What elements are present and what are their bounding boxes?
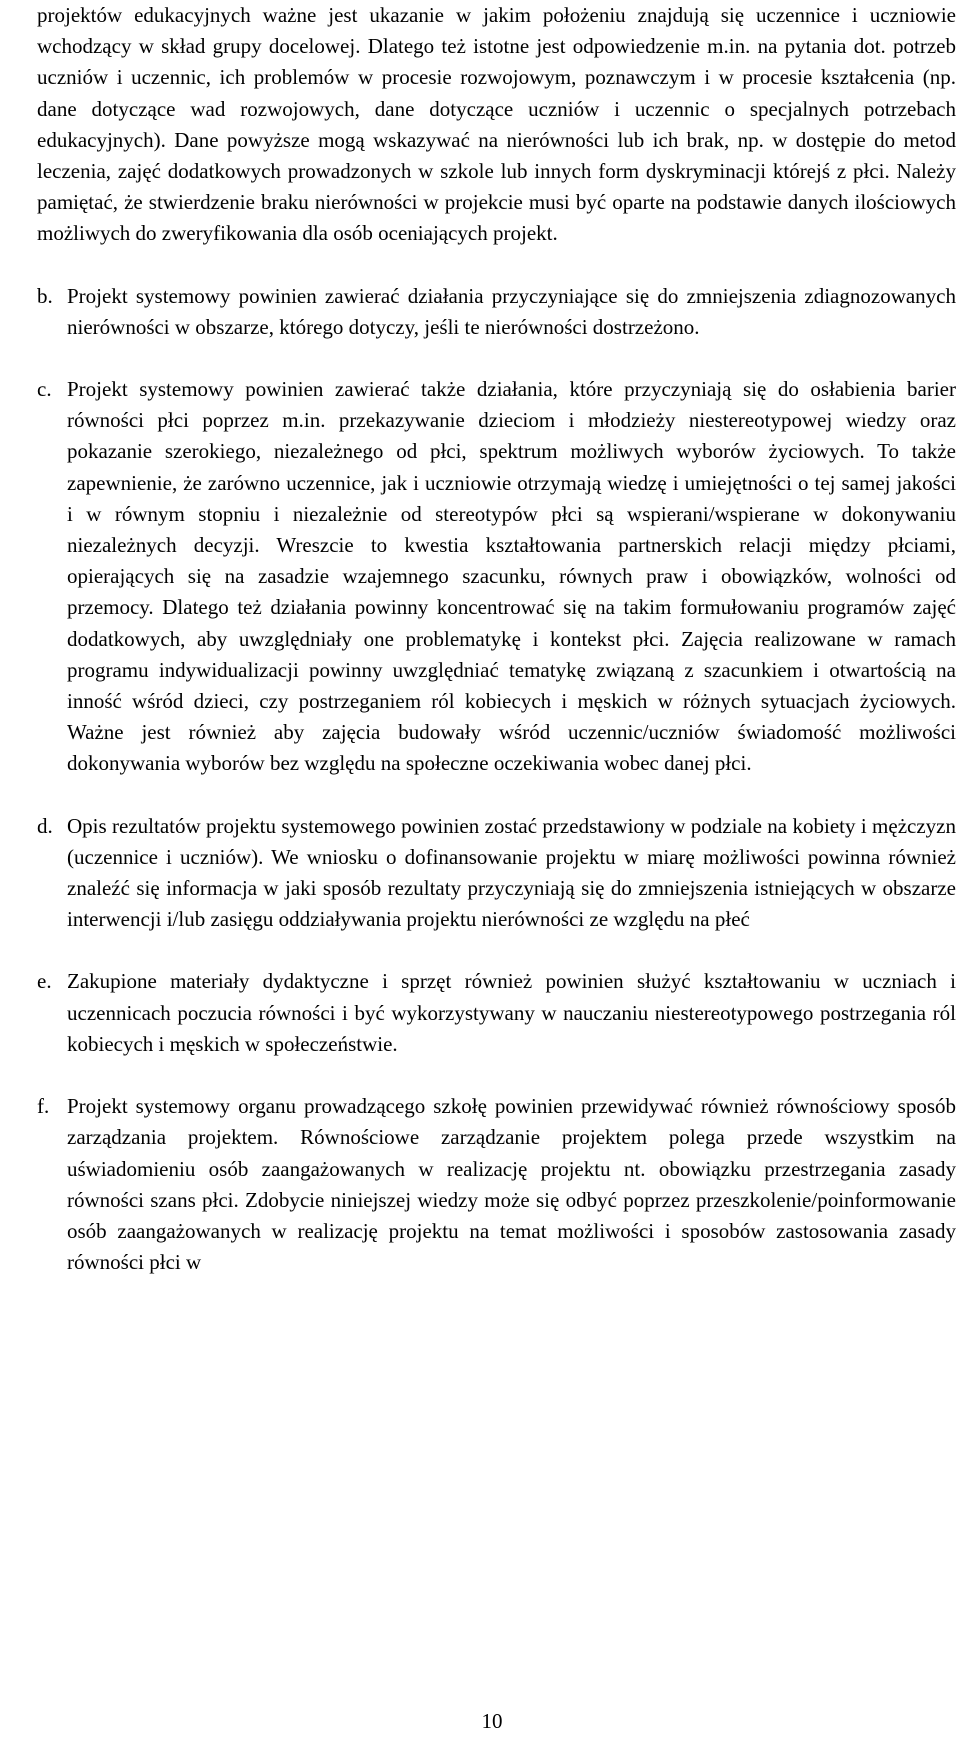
- intro-paragraph: projektów edukacyjnych ważne jest ukazanie w jakim położeniu znajdują się uczennice i uczniowie wchodzący w skład grupy docelowej. Dlatego też istotne jest odpowiedzenie m.in. na pytania dot. potrzeb uczniów i uczennic, ich problemów w procesie rozwojowym, poznawczym i w procesie kształcenia (np. dane dotyczące wad rozwojowych, dane dotyczące uczniów i uczennic o specjalnych potrzebach edukacyjnych). Dane powyższe mogą wskazywać na nierówności lub ich brak, np. w dostępie do metod leczenia, zajęć dodatkowych prowadzonych w szkole lub innych form dyskryminacji którejś z płci. Należy pamiętać, że stwierdzenie braku nierówności w projekcie musi być oparte na podstawie danych ilościowych możliwych do zweryfikowania dla osób oceniających projekt.: [37, 3, 956, 246]
- list-item: [37, 281, 956, 343]
- document-body: [37, 0, 956, 1278]
- requirements-list: [37, 281, 956, 1279]
- page-number: 10: [481, 1709, 503, 1733]
- list-item-marker: e.: [37, 969, 52, 994]
- list-item-text: Projekt systemowy powinien zawierać działania przyczyniające się do zmniejszenia zdiagnozowanych nierówności w obszarze, którego dotyczy, jeśli te nierówności dostrzeżono.: [67, 283, 956, 339]
- list-item-marker: f.: [37, 1094, 50, 1119]
- list-item-text: Projekt systemowy powinien zawierać także działania, które przyczyniają się do osłabienia barier równości płci poprzez m.in. przekazywanie dzieciom i młodzieży niestereotypowej wiedzy oraz pokazanie szerokiego, niezależnego od płci, spektrum możliwych wyborów życiowych. To także zapewnienie, że zarówno uczennice, jak i uczniowie otrzymają wiedzę i umiejętności o tej samej jakości i w równym stopniu i niezależnie od stereotypów płci są wspierani/wspierane w dokonywaniu niezależnych decyzji. Wreszcie to kwestia kształtowania partnerskich relacji między płciami, opierających się na zasadzie wzajemnego szacunku, równych praw i obowiązków, wolności od przemocy. Dlatego też działania powinny koncentrować się na takim formułowaniu programów zajęć dodatkowych, aby uwzględniały one problematykę i kontekst płci. Zajęcia realizowane w ramach programu indywidualizacji powinny uwzględniać tematykę związaną z szacunkiem i otwartością na inność wśród dzieci, czy postrzeganiem ról kobiecych i męskich w różnych sytuacjach życiowych. Ważne jest również aby zajęcia budowały wśród uczennic/uczniów świadomość możliwości dokonywania wyborów bez względu na społeczne oczekiwania wobec danej płci.: [67, 377, 956, 776]
- list-item: [37, 966, 956, 1060]
- list-item-text: Opis rezultatów projektu systemowego powinien zostać przedstawiony w podziale na kobiety i mężczyzn (uczennice i uczniów). We wniosku o dofinansowanie projektu w miarę możliwości powinna również znaleźć się informacja w jaki sposób rezultaty przyczyniają się do zmniejszenia istniejących w obszarze interwencji i/lub zasięgu oddziaływania projektu nierówności ze względu na płeć: [67, 813, 956, 932]
- list-item: [37, 1091, 956, 1278]
- list-item: [37, 811, 956, 936]
- list-item-text: Projekt systemowy organu prowadzącego szkołę powinien przewidywać również równościowy sposób zarządzania projektem. Równościowe zarządzanie projektem polega przede wszystkim na uświadomieniu osób zaangażowanych w realizację projektu nt. obowiązku przestrzegania zasady równości szans płci. Zdobycie niniejszej wiedzy może się odbyć poprzez przeszkolenie/poinformowanie osób zaangażowanych w realizację projektu na temat możliwości i sposobów zastosowania zasady równości płci w: [67, 1094, 956, 1275]
- list-item-marker: d.: [37, 813, 53, 838]
- list-item-marker: b.: [37, 283, 53, 308]
- list-item: [37, 374, 956, 780]
- list-item-text: Zakupione materiały dydaktyczne i sprzęt również powinien służyć kształtowaniu w uczniach i uczennicach poczucia równości i być wykorzystywany w nauczaniu niestereotypowego postrzegania ról kobiecych i męskich w społeczeństwie.: [67, 969, 956, 1056]
- list-item-marker: c.: [37, 377, 52, 402]
